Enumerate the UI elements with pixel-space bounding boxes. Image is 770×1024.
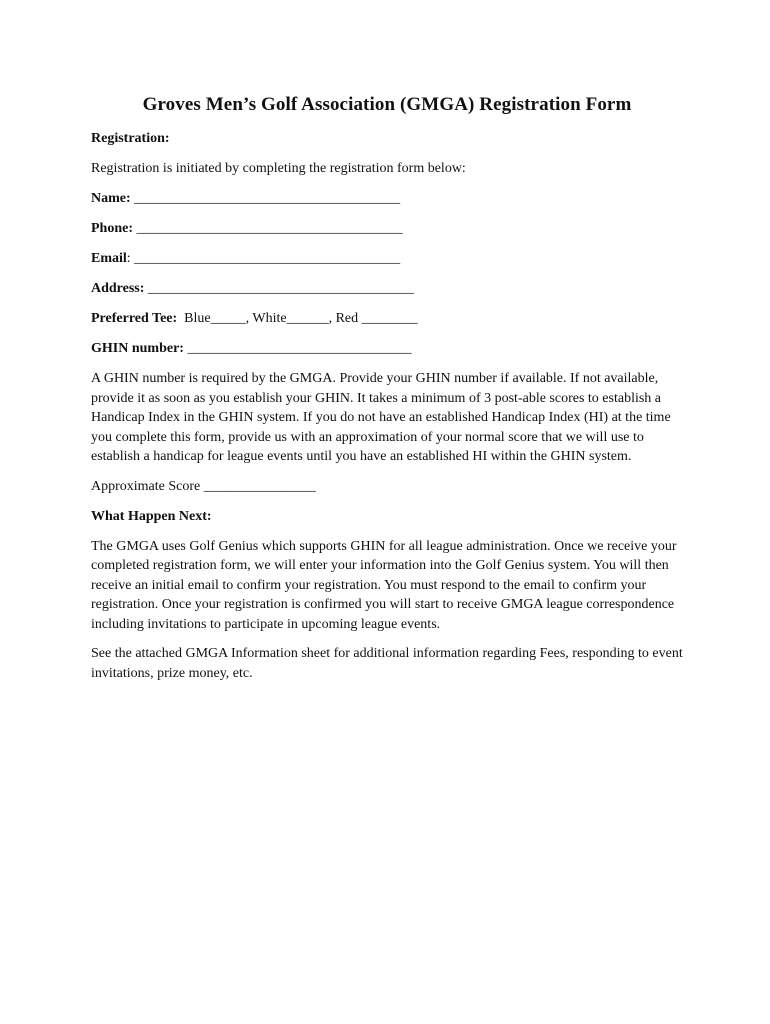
- name-label: Name:: [91, 191, 131, 206]
- attached-info-text: See the attached GMGA Information sheet for additional information regarding Fees, responding to event invitations, prize money, etc.: [91, 646, 683, 681]
- email-field[interactable]: : ______________________________________: [126, 251, 401, 266]
- preferred-tee-label: Preferred Tee:: [91, 311, 178, 326]
- approximate-score-field[interactable]: Approximate Score ________________: [91, 478, 316, 494]
- registration-heading: Registration:: [91, 131, 170, 146]
- ghin-explanation: A GHIN number is required by the GMGA. Provide your GHIN number if available. If not available, provide it as soon as you establish your GHIN. It takes a minimum of 3 post-able scores to establish a Handicap Index in the GHIN system. If you do not have an established Handicap Index (HI) at the time you complete this form, provide us with an approximation of your normal score that we will use to establish a handicap for league events until you have an established HI within the GHIN system.: [91, 371, 671, 464]
- preferred-tee-row: [91, 309, 683, 329]
- ghin-field[interactable]: ________________________________: [183, 341, 412, 356]
- name-field-row: [91, 189, 683, 209]
- phone-field-row: [91, 219, 683, 239]
- address-field-row: [91, 279, 683, 299]
- form-title: Groves Men’s Golf Association (GMGA) Registration Form: [142, 94, 632, 115]
- email-field-row: [91, 249, 683, 269]
- address-field[interactable]: ______________________________________: [144, 281, 414, 296]
- intro-text: Registration is initiated by completing the registration form below:: [91, 161, 466, 176]
- registration-form-document: [91, 94, 683, 693]
- what-happens-next-text: The GMGA uses Golf Genius which supports GHIN for all league administration. Once we receive your completed registration form, we will enter your information into the Golf Genius system. You will then receive an initial email to confirm your registration. You must respond to the email to confirm your registration. Once your registration is confirmed you will start to receive GMGA league correspondence including invitations to participate in upcoming league events.: [91, 538, 677, 632]
- what-happens-next-heading: What Happen Next:: [91, 508, 212, 524]
- email-label: Email: [91, 251, 127, 266]
- ghin-label: GHIN number:: [91, 341, 184, 356]
- name-field[interactable]: ______________________________________: [130, 191, 401, 206]
- phone-label: Phone:: [91, 221, 133, 236]
- preferred-tee-options[interactable]: Blue_____, White______, Red ________: [177, 311, 418, 326]
- phone-field[interactable]: ______________________________________: [133, 221, 403, 236]
- ghin-field-row: [91, 339, 683, 359]
- address-label: Address:: [91, 281, 145, 296]
